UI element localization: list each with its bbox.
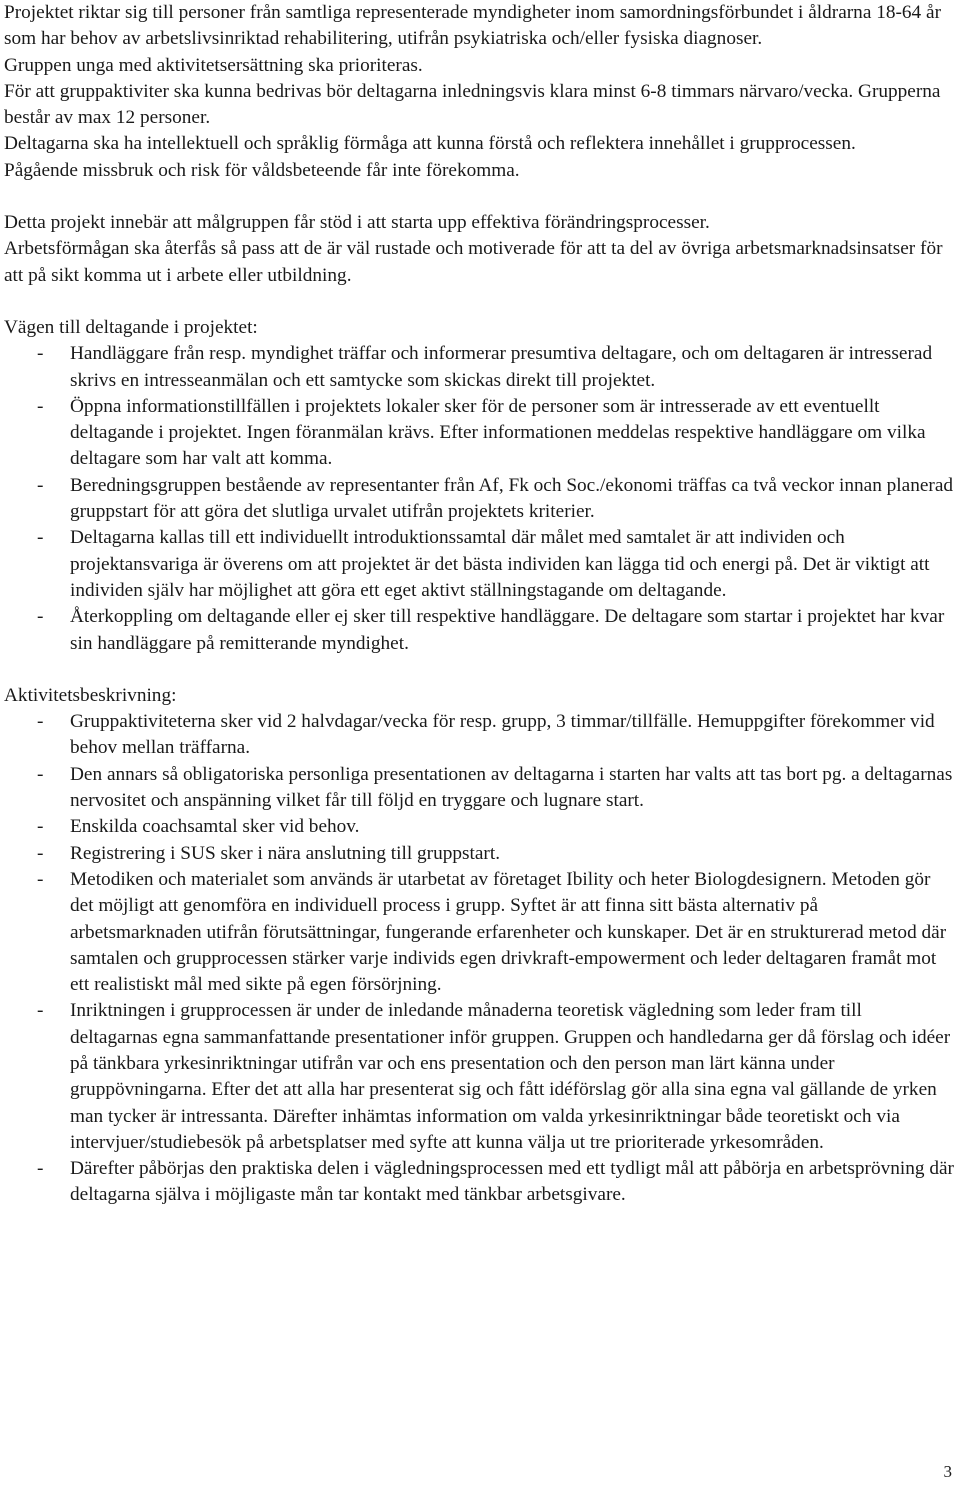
dash-bullet: -	[37, 474, 44, 496]
page-number: 3	[943, 1462, 952, 1481]
list-item-text: Enskilda coachsamtal sker vid behov.	[70, 816, 360, 838]
intro-paragraph-2: Gruppen unga med aktivitetsersättning ska prioriteras.	[4, 54, 423, 76]
dash-bullet: -	[37, 343, 44, 365]
dash-bullet: -	[37, 527, 44, 549]
dash-bullet: -	[37, 711, 44, 733]
list-item	[4, 604, 954, 657]
purpose-paragraph-2: Arbetsförmågan ska återfås så pass att de är väl rustade och motiverade för att ta del av övriga arbetsmarknadsinsatser för att på sikt komma ut i arbete eller utbildning.	[4, 238, 943, 286]
intro-paragraph-5: Pågående missbruk och risk för våldsbeteende får inte förekomma.	[4, 159, 520, 181]
purpose-paragraph-1: Detta projekt innebär att målgruppen får stöd i att starta upp effektiva förändringsprocesser.	[4, 212, 710, 234]
path-heading: Vägen till deltagande i projektet:	[4, 316, 258, 338]
spacer	[4, 657, 954, 683]
dash-bullet: -	[37, 816, 44, 838]
spacer	[4, 184, 954, 210]
dash-bullet: -	[37, 606, 44, 628]
dash-bullet: -	[37, 1158, 44, 1180]
dash-bullet: -	[37, 1000, 44, 1022]
dash-bullet: -	[37, 842, 44, 864]
list-item	[4, 841, 954, 867]
list-item-text: Beredningsgruppen bestående av representanter från Af, Fk och Soc./ekonomi träffas ca två veckor innan planerad gruppstart för att göra det slutliga urvalet utifrån projektets kriterier.	[70, 474, 954, 523]
intro-paragraph-3: För att gruppaktiviter ska kunna bedrivas bör deltagarna inledningsvis klara minst 6-8 timmars närvaro/vecka. Grupperna består av max 12 personer.	[4, 80, 941, 129]
list-item-text: Öppna informationstillfällen i projektets lokaler sker för de personer som är intresserade av ett eventuellt deltagande i projektet. Ingen föranmälan krävs. Efter informationen meddelas respektive handläggare om vilka deltagare som har valt att komma.	[70, 395, 926, 470]
list-item-text: Registrering i SUS sker i nära anslutning till gruppstart.	[70, 842, 501, 864]
list-item	[4, 394, 954, 473]
list-item	[4, 341, 954, 394]
intro-paragraph-1: Projektet riktar sig till personer från samtliga representerade myndigheter inom samordningsförbundet i åldrarna 18-64 år som har behov av arbetslivsinriktad rehabilitering, utifrån psykiatriska och/eller fysiska diagnoser.	[4, 2, 941, 50]
list-item-text: Gruppaktiviteterna sker vid 2 halvdagar/vecka för resp. grupp, 3 timmar/tillfälle. Hemuppgifter förekommer vid behov mellan träffarna.	[70, 711, 935, 759]
document-page	[4, 0, 954, 1209]
path-list	[4, 341, 954, 657]
list-item	[4, 1156, 954, 1209]
activity-list	[4, 709, 954, 1209]
intro-paragraph-4: Deltagarna ska ha intellektuell och språklig förmåga att kunna förstå och reflektera innehållet i grupprocessen.	[4, 133, 856, 155]
list-item	[4, 525, 954, 604]
list-item-text: Därefter påbörjas den praktiska delen i vägledningsprocessen med ett tydligt mål att påbörja en arbetsprövning där deltagarna själva i möjligaste mån tar kontakt med tänkbar arbetsgivare.	[70, 1158, 954, 1206]
list-item-text: Metodiken och materialet som används är utarbetat av företaget Ibility och heter Biologdesignern. Metoden gör det möjligt att genomföra en individuell process i grupp. Syftet är att finna sitt bästa alternativ på arbetsmarknaden utifrån förutsättningar, fungerande erfarenheter och kunskaper. Det är en strukturerad metod där samtalen och grupprocessen stärker varje individs egen drivkraft-empowerment och leder deltagaren framåt mot ett realistiskt mål med sikte på egen försörjning.	[70, 868, 947, 996]
list-item-text: Återkoppling om deltagande eller ej sker till respektive handläggare. De deltagare som startar i projektet har kvar sin handläggare på remitterande myndighet.	[70, 606, 945, 654]
list-item	[4, 867, 954, 998]
dash-bullet: -	[37, 763, 44, 785]
list-item	[4, 762, 954, 815]
list-item	[4, 998, 954, 1156]
list-item-text: Inriktningen i grupprocessen är under de inledande månaderna teoretisk vägledning som leder fram till deltagarnas egna sammanfattande presentationer inför gruppen. Gruppen och handledarna ger då förslag och idéer på tänkbara yrkesinriktningar utifrån var och ens presentation och den person man lärt känna under gruppövningarna. Efter det att alla har presenterat sig och fått idéförslag gör alla sina egna val gällande de yrken man tycker är intressanta. Därefter inhämtas information om valda yrkesinriktningar både teoretiskt och via intervjuer/studiebesök på arbetsplatser med syfte att kunna välja ut tre prioriterade yrkesområden.	[70, 1000, 951, 1153]
list-item	[4, 709, 954, 762]
list-item-text: Deltagarna kallas till ett individuellt introduktionssamtal där målet med samtalet är att individen och projektansvariga är överens om att projektet är det bästa individen kan lägga tid och energi på. Det är viktigt att individen själv har möjlighet att göra ett eget aktivt ställningstagande om deltagande.	[70, 527, 930, 601]
list-item	[4, 473, 954, 526]
dash-bullet: -	[37, 395, 44, 417]
list-item-text: Handläggare från resp. myndighet träffar och informerar presumtiva deltagare, och om deltagaren är intresserad skrivs en intresseanmälan och ett samtycke som skickas direkt till projektet.	[70, 343, 933, 391]
dash-bullet: -	[37, 868, 44, 890]
activity-heading: Aktivitetsbeskrivning:	[4, 684, 177, 706]
list-item	[4, 814, 954, 840]
list-item-text: Den annars så obligatoriska personliga presentationen av deltagarna i starten har valts att tas bort pg. a deltagarnas nervositet och anspänning vilket får till följd en tryggare och lugnare start.	[70, 763, 953, 812]
spacer	[4, 289, 954, 315]
